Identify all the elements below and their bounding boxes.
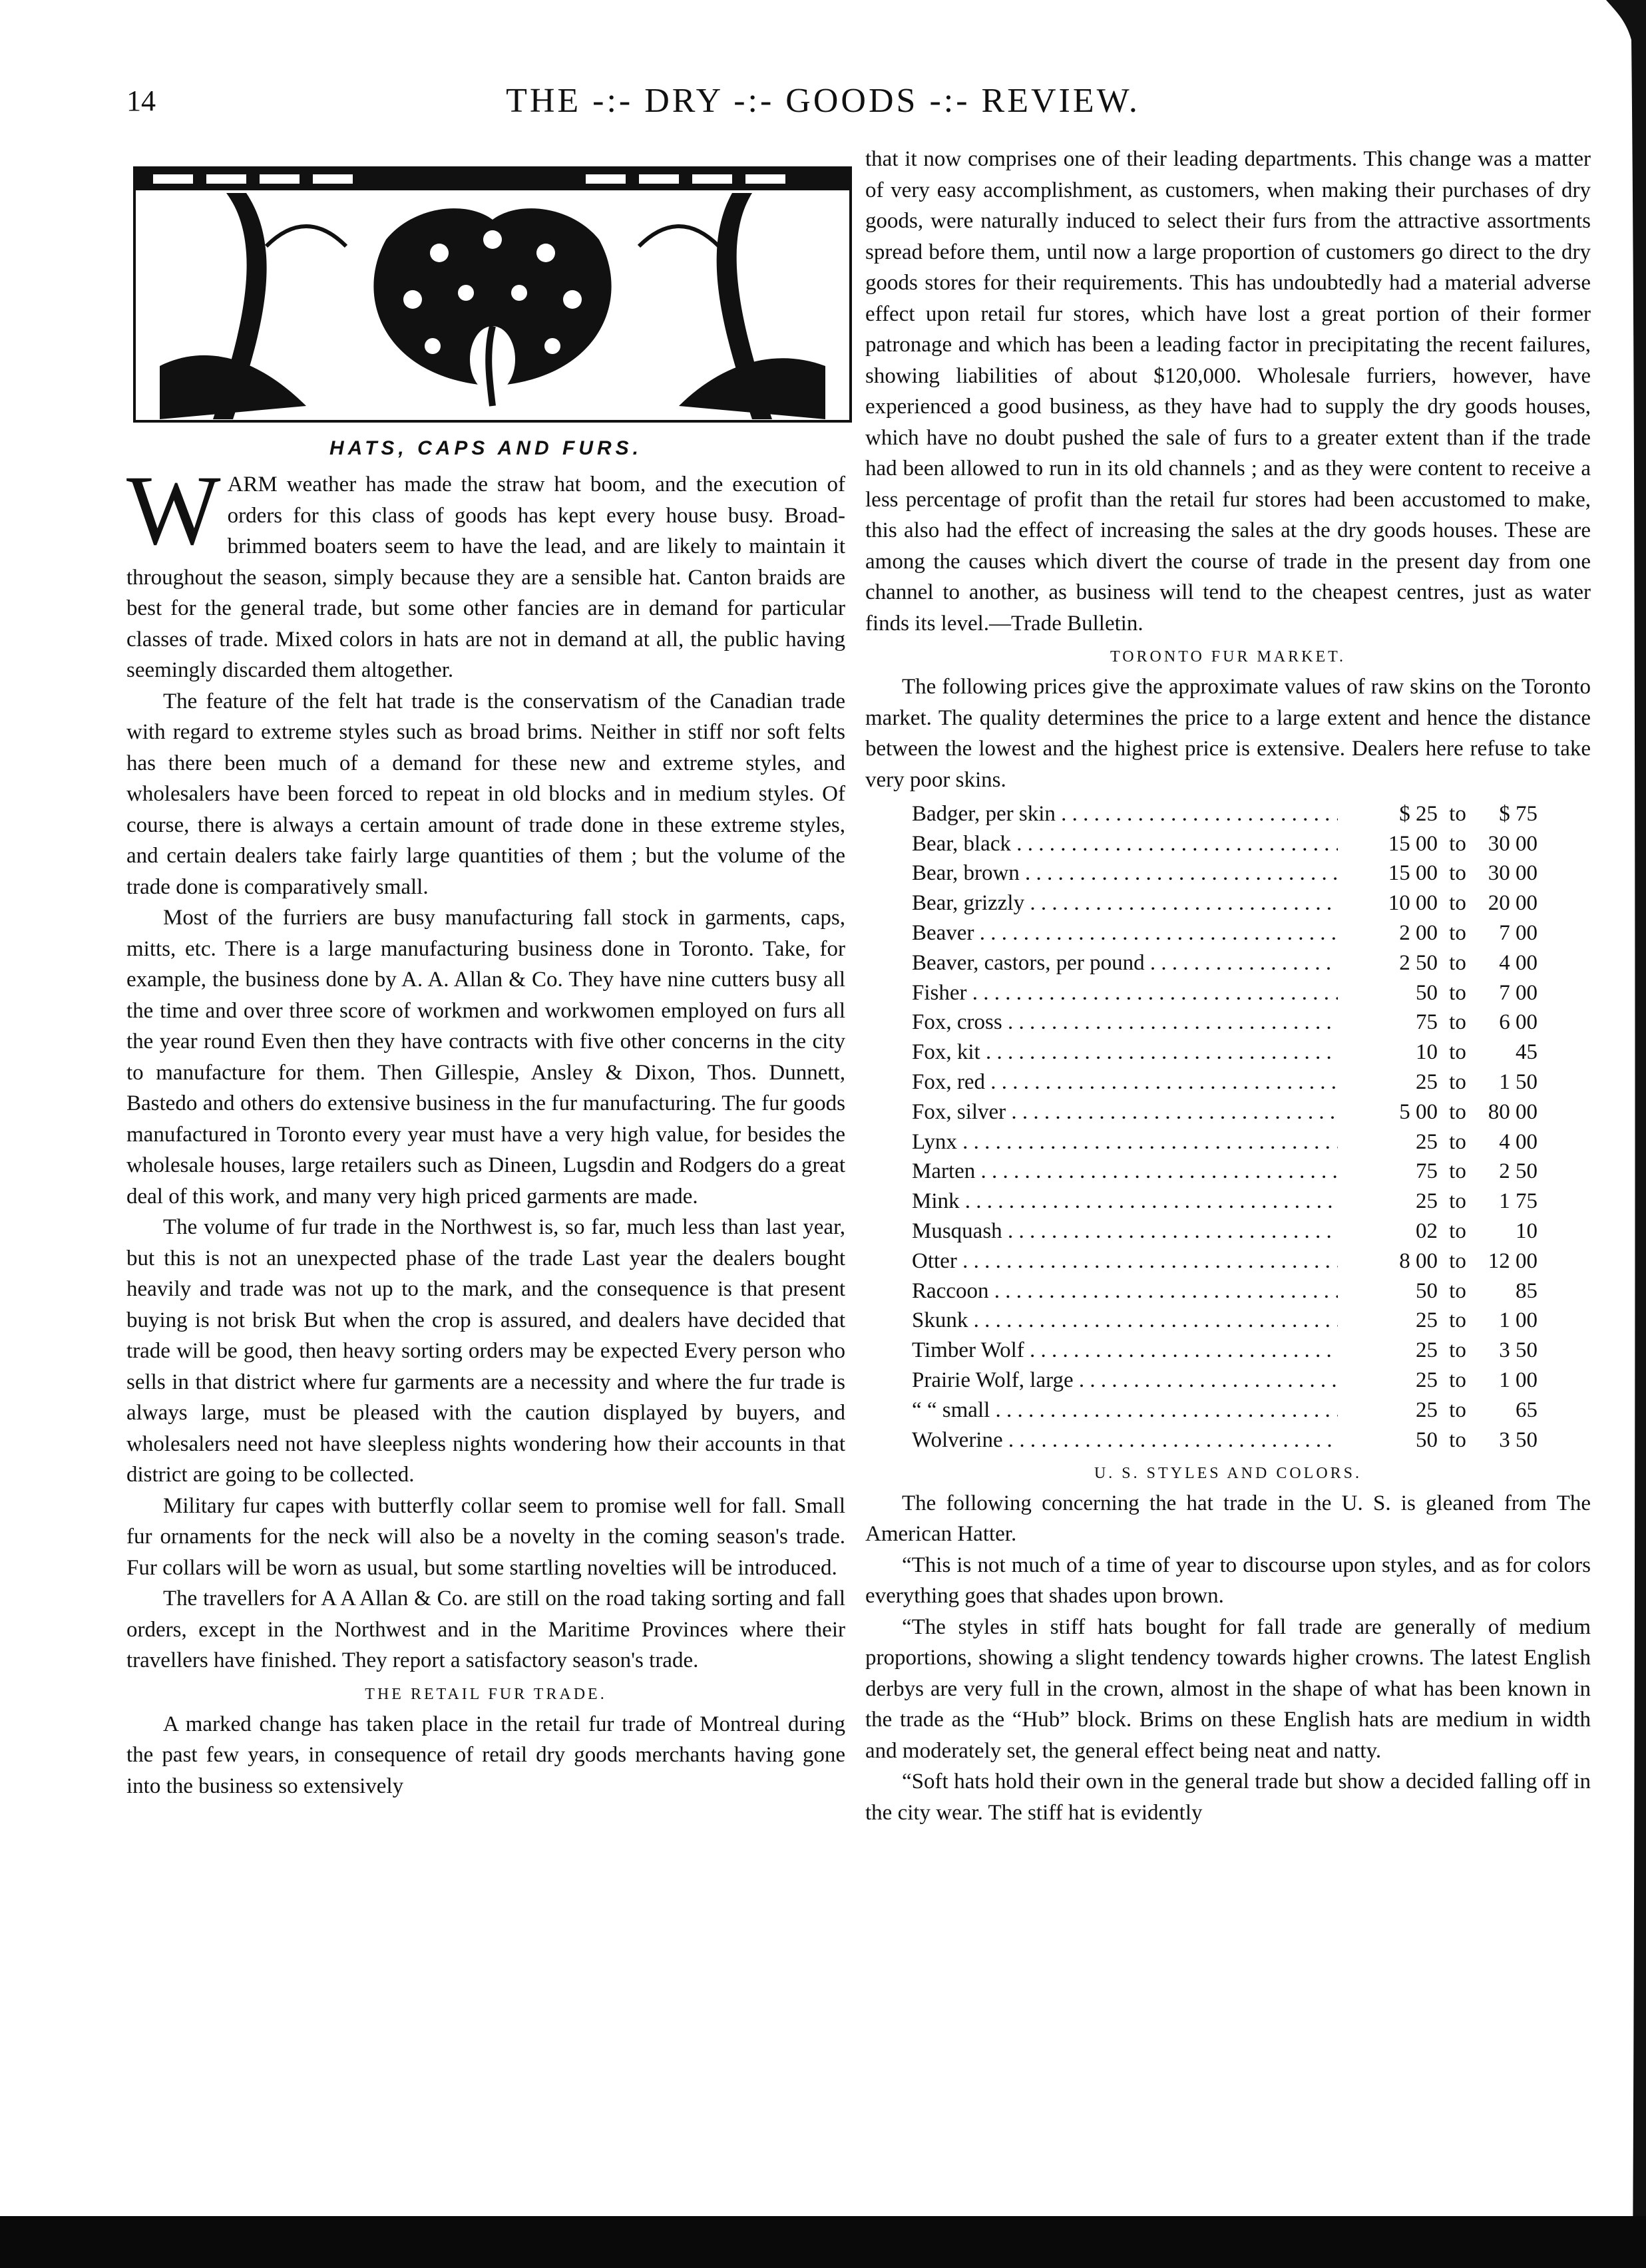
page-number: 14: [126, 85, 156, 117]
price-high: 1 00: [1499, 1308, 1538, 1333]
price-row: [912, 918, 1538, 948]
paragraph-us-stiff-hats: “The styles in stiff hats bought for fall trade are generally of medium proportions, showing a slight tendency towards higher crowns. The latest English derbys are very full in the crown, almost in the shape of what has been known in the trade as the “Hub” block. Brims on these English hats are medium in width and moderately set, the general effect being neat and natty.: [865, 1614, 1591, 1763]
paragraph-travellers: The travellers for A A Allan & Co. are still on the road taking sorting and fall orders, except in the Northwest and in the Maritime Provinces where their travellers have finished. They report a satisfactory season's trade.: [126, 1587, 845, 1672]
price-to: to: [1449, 1010, 1466, 1035]
fur-name: Musquash . . .: [912, 1219, 1338, 1244]
fur-name: Beaver . . .: [912, 921, 1338, 946]
fur-name: Skunk . . .: [912, 1308, 1338, 1333]
fur-name: Fox, silver . . .: [912, 1100, 1338, 1125]
fur-name: Badger, per skin . . .: [912, 802, 1338, 827]
scan-edge-shadow: [1606, 0, 1646, 2268]
fur-name: Fisher . . .: [912, 981, 1338, 1006]
price-low: 15 00: [1388, 861, 1438, 886]
paragraph-retail-continued: that it now comprises one of their leading departments. This change was a matter of very easy accomplishment, as customers, when making their purchases of dry goods, were naturally induced to select their furs from the attractive assortments spread before them, until now a large proportion of customers go direct to the dry goods stores for their requirements. This has undoubtedly had a material adverse effect upon retail fur stores, which have lost a great portion of their former patronage and which has been a leading factor in precipitating the recent failures, showing liabilities of about $120,000. Wholesale furriers, however, have experienced a good business, as they have had to supply the dry goods houses, which have no doubt pushed the sale of furs to a greater extent than if the trade had been allowed to run in its old channels ; and as they were content to receive a less percentage of profit than the retail fur stores had been accustomed to make, this also had the effect of increasing the sales at the dry goods houses. These are among the causes which divert the course of trade in the present day from one channel to another, as business will tend to the cheapest centres, just as water finds its level.—Trade Bulletin.: [865, 147, 1591, 636]
price-to: to: [1449, 1398, 1466, 1422]
price-to: to: [1449, 1070, 1466, 1095]
price-high: 4 00: [1499, 950, 1538, 975]
price-high: 1 50: [1499, 1070, 1538, 1095]
fur-name: Mink . . .: [912, 1189, 1338, 1214]
price-row: [912, 1306, 1538, 1336]
price-row: [912, 1157, 1538, 1187]
fur-name: Beaver, castors, per pound . . .: [912, 951, 1338, 976]
price-row: [912, 1336, 1538, 1366]
paragraph-furriers: Most of the furriers are busy manufacturing fall stock in garments, caps, mitts, etc. There is a large manufacturing business done in Toronto. Take, for example, the business done by A. A. Allan & Co. They have nine cutters busy all the time and over three score of workmen and workwomen employed on furs all the year round Even then they have contracts with five other concerns in the city to manufacture for them. Then Gillespie, Ansley & Dixon, Thos. Dunnett, Bastedo and others do extensive business in the fur manufacturing. The fur goods manufactured in Toronto every year must have a very high value, for besides the wholesale houses, large retailers such as Dineen, Lugsdin and Rodgers do a great deal of this work, and many very high priced garments are made.: [126, 906, 845, 1209]
price-row: [912, 1366, 1538, 1396]
fur-name: Wolverine . . .: [912, 1428, 1338, 1453]
price-to: to: [1449, 861, 1466, 886]
price-high: 80 00: [1488, 1099, 1538, 1124]
price-to: to: [1449, 1040, 1466, 1065]
price-high: $ 75: [1499, 801, 1538, 826]
fur-name: “ “ small . . .: [912, 1398, 1338, 1423]
fur-name: Bear, brown . . .: [912, 861, 1338, 886]
section-title-us-styles: U. S. STYLES AND COLORS.: [1094, 1464, 1362, 1482]
price-to: to: [1449, 921, 1466, 946]
price-to: to: [1449, 980, 1466, 1005]
fur-name: Fox, cross . . .: [912, 1010, 1338, 1035]
price-to: to: [1449, 1219, 1466, 1244]
price-row: [912, 1038, 1538, 1067]
price-low: 75: [1416, 1159, 1438, 1184]
fur-name: Raccoon . . .: [912, 1279, 1338, 1304]
paragraph-military-capes: Military fur capes with butterfly collar seem to promise well for fall. Small fur ornaments for the neck will also be a novelty in the coming season's trade. Fur collars will be worn as usual, but some startling novelties will be introduced.: [126, 1493, 845, 1580]
fur-name: Bear, black . . .: [912, 832, 1338, 856]
price-low: 25: [1416, 1398, 1438, 1422]
price-high: 45: [1516, 1040, 1538, 1065]
drop-cap: W: [126, 455, 221, 566]
price-to: to: [1449, 1338, 1466, 1363]
price-row: [912, 1217, 1538, 1246]
price-row: [912, 1396, 1538, 1425]
price-to: to: [1449, 1129, 1466, 1154]
section-title-hats-caps-furs: HATS, CAPS AND FURS.: [329, 437, 642, 459]
price-high: 12 00: [1488, 1248, 1538, 1273]
price-low: 25: [1416, 1129, 1438, 1154]
price-low: 50: [1416, 1427, 1438, 1452]
fur-name: Timber Wolf . . .: [912, 1338, 1338, 1363]
price-to: to: [1449, 891, 1466, 916]
price-high: 10: [1516, 1219, 1538, 1244]
section-title-retail-fur-trade: THE RETAIL FUR TRADE.: [365, 1685, 607, 1703]
peacock-illustration: [133, 166, 852, 423]
price-low: 25: [1416, 1368, 1438, 1393]
price-row: [912, 978, 1538, 1008]
paragraph-text: ARM weather has made the straw hat boom, and the execution of orders for this class of goods has kept every house busy. Broad-brimmed boaters seem to have the lead, and are likely to maintain it throughout the season, simply because they are a sensible hat. Canton braids are best for the general trade, but some other fancies are in demand for particular classes of trade. Mixed colors in hats are not in demand at all, the public having seemingly discarded them altogether.: [126, 472, 845, 682]
price-to: to: [1449, 1278, 1466, 1303]
price-high: 30 00: [1488, 861, 1538, 886]
paragraph-us-soft-hats: “Soft hats hold their own in the general trade but show a decided falling off in the city wear. The stiff hat is evidently: [865, 1770, 1591, 1825]
masthead-title: THE -:- DRY -:- GOODS -:- REVIEW.: [506, 82, 1140, 120]
price-low: 75: [1416, 1010, 1438, 1035]
price-to: to: [1449, 1427, 1466, 1452]
fur-name: Marten . . .: [912, 1159, 1338, 1184]
left-column: [126, 166, 845, 1801]
price-high: 65: [1516, 1398, 1538, 1422]
price-low: 25: [1416, 1189, 1438, 1214]
section-title-toronto-fur-market: TORONTO FUR MARKET.: [1110, 648, 1346, 665]
price-row: [912, 799, 1538, 829]
price-row: [912, 1008, 1538, 1038]
price-high: 7 00: [1499, 980, 1538, 1005]
paragraph-straw-hat: [126, 455, 845, 686]
fur-price-table: [912, 799, 1538, 1455]
peacock-banner-illustration: [133, 166, 852, 423]
fur-name: Fox, red . . .: [912, 1070, 1338, 1095]
price-to: to: [1449, 801, 1466, 826]
fur-name: Lynx . . .: [912, 1130, 1338, 1155]
price-row: [912, 1425, 1538, 1455]
price-high: 3 50: [1499, 1338, 1538, 1363]
price-high: 7 00: [1499, 921, 1538, 946]
price-high: 6 00: [1499, 1010, 1538, 1035]
price-low: 50: [1416, 1278, 1438, 1303]
price-to: to: [1449, 950, 1466, 975]
price-row: [912, 1097, 1538, 1127]
price-row: [912, 1276, 1538, 1306]
price-row: [912, 1246, 1538, 1276]
price-to: to: [1449, 1189, 1466, 1214]
price-low: 2 00: [1399, 921, 1438, 946]
paragraph-toronto-intro: The following prices give the approximate values of raw skins on the Toronto market. The quality determines the price to a large extent and hence the distance between the lowest and the highest price is extensive. Dealers here refuse to take very poor skins.: [865, 675, 1591, 792]
price-high: 2 50: [1499, 1159, 1538, 1184]
paragraph-northwest: The volume of fur trade in the Northwest is, so far, much less than last year, but this is not an unexpected phase of the trade Last year the dealers bought heavily and trade was not up to the mark, and the consequence is that present buying is not brisk But when the crop is assured, and dealers have decided that trade will be good, then heavy sorting orders may be expected Every person who sells in that district where fur garments are a necessity and where the fur trade is always large, must be pleased with the caution displayed by buyers, and wholesalers need not have sleepless nights wondering how their accounts in that district are going to be collected.: [126, 1215, 845, 1487]
fur-name: Bear, grizzly . . .: [912, 891, 1338, 916]
price-row: [912, 888, 1538, 918]
paragraph-us-colors: “This is not much of a time of year to discourse upon styles, and as for colors everything goes that shades upon brown.: [865, 1553, 1591, 1608]
price-low: 10: [1416, 1040, 1438, 1065]
price-high: 1 75: [1499, 1189, 1538, 1214]
price-high: 85: [1516, 1278, 1538, 1303]
price-high: 20 00: [1488, 891, 1538, 916]
paragraph-us-intro: The following concerning the hat trade in the U. S. is gleaned from The American Hatter.: [865, 1491, 1591, 1547]
price-row: [912, 1067, 1538, 1097]
price-low: 25: [1416, 1070, 1438, 1095]
paragraph-felt-hat: The feature of the felt hat trade is the conservatism of the Canadian trade with regard to extreme styles such as broad brims. Neither in stiff nor soft felts has there been much of a demand for these new and extreme styles, and wholesalers have been forced to repeat in old blocks and in medium styles. Of course, there is always a certain amount of trade done in these extreme styles, and certain dealers take fairly large quantities of them ; but the volume of the trade done is comparatively small.: [126, 689, 845, 899]
price-row: [912, 948, 1538, 978]
price-row: [912, 1127, 1538, 1157]
fur-name: Otter . . .: [912, 1249, 1338, 1274]
fur-name: Prairie Wolf, large . . .: [912, 1368, 1338, 1393]
price-row: [912, 859, 1538, 889]
price-to: to: [1449, 831, 1466, 856]
price-row: [912, 829, 1538, 859]
price-low: $ 25: [1399, 801, 1438, 826]
price-low: 15 00: [1388, 831, 1438, 856]
price-high: 30 00: [1488, 831, 1538, 856]
price-low: 25: [1416, 1338, 1438, 1363]
price-high: 1 00: [1499, 1368, 1538, 1393]
price-low: 02: [1416, 1219, 1438, 1244]
price-high: 3 50: [1499, 1427, 1538, 1452]
scan-bottom-edge: [0, 2216, 1646, 2268]
price-low: 8 00: [1399, 1248, 1438, 1273]
price-high: 4 00: [1499, 1129, 1538, 1154]
price-to: to: [1449, 1308, 1466, 1333]
right-column: [865, 144, 1591, 1828]
price-row: [912, 1187, 1538, 1217]
price-to: to: [1449, 1248, 1466, 1273]
price-low: 2 50: [1399, 950, 1438, 975]
fur-name: Fox, kit . . .: [912, 1040, 1338, 1065]
price-low: 25: [1416, 1308, 1438, 1333]
paragraph-retail-fur: A marked change has taken place in the retail fur trade of Montreal during the past few years, in consequence of retail dry goods merchants having gone into the business so extensively: [126, 1712, 845, 1798]
price-low: 10 00: [1388, 891, 1438, 916]
price-low: 50: [1416, 980, 1438, 1005]
price-to: to: [1449, 1099, 1466, 1124]
price-to: to: [1449, 1368, 1466, 1393]
price-to: to: [1449, 1159, 1466, 1184]
price-low: 5 00: [1399, 1099, 1438, 1124]
